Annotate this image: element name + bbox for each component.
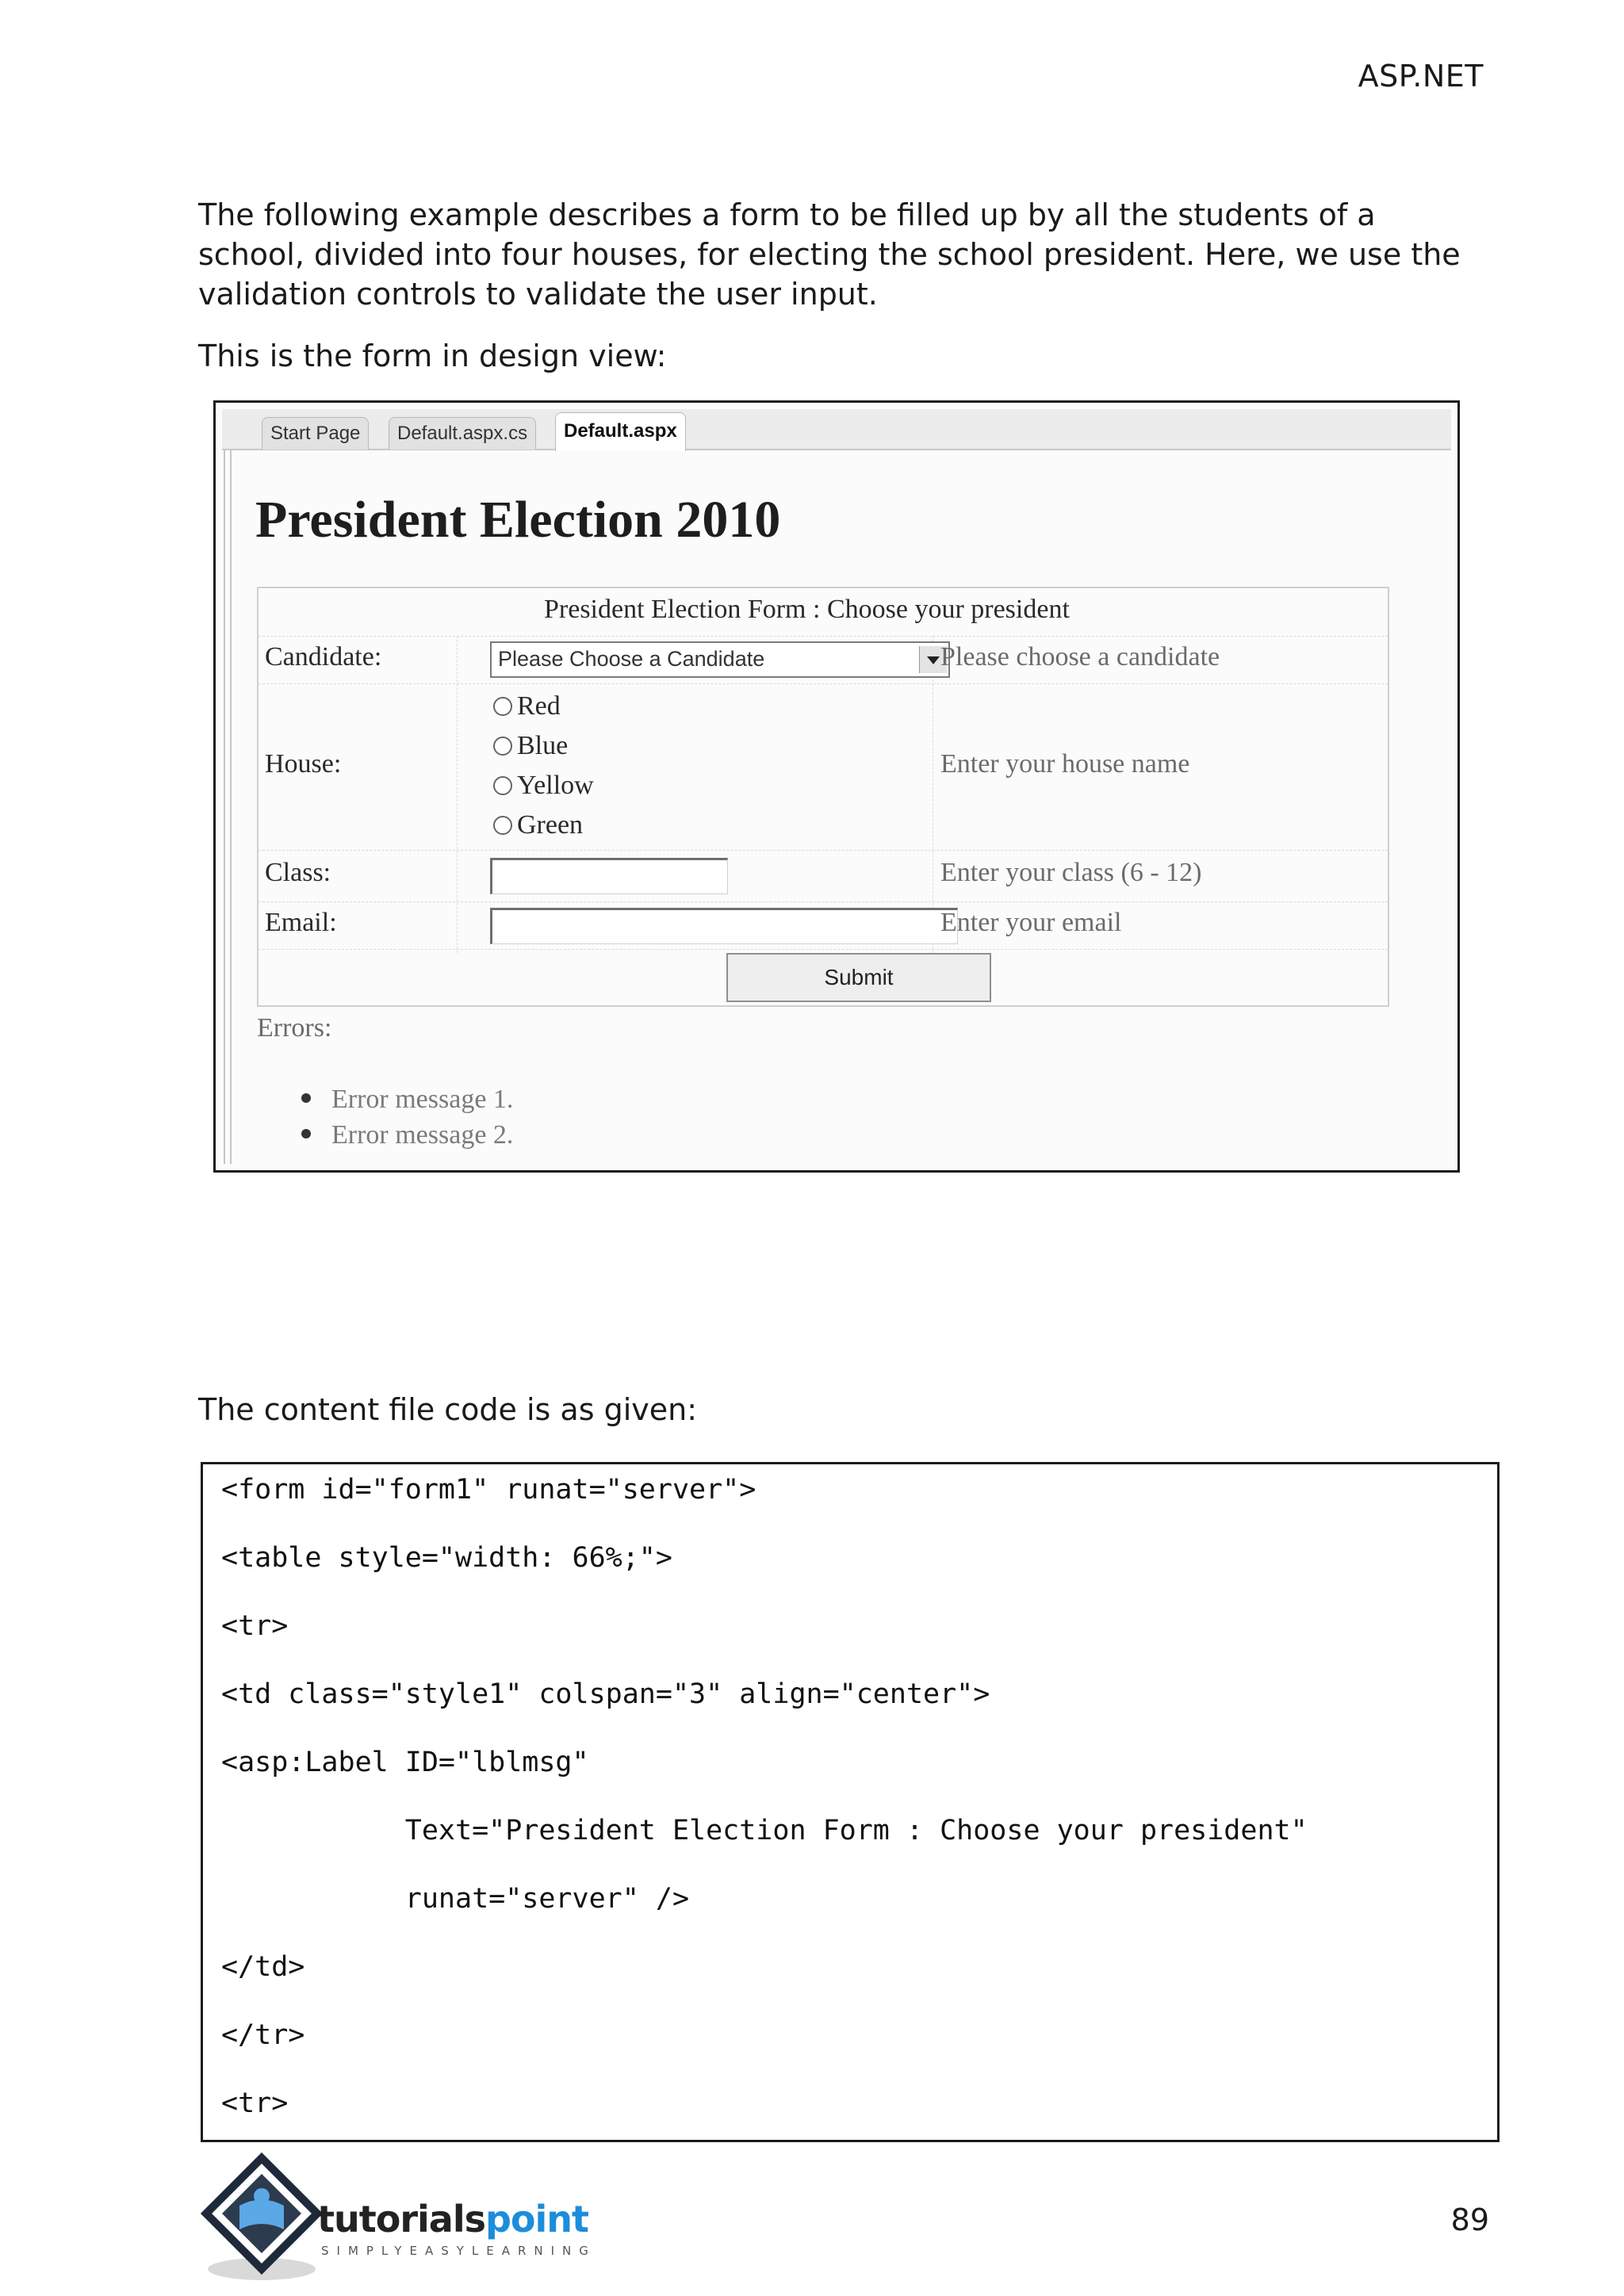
editor-tab-strip: [222, 409, 1451, 450]
submit-button[interactable]: Submit: [726, 953, 991, 1002]
content-file-caption: The content file code is as given:: [198, 1392, 698, 1427]
error-message-1: [301, 1085, 513, 1115]
code-line: runat="server" />: [221, 1883, 690, 1915]
email-label: Email:: [265, 908, 337, 937]
tutorialspoint-logo: [198, 2150, 626, 2285]
code-line: Text="President Election Form : Choose your president": [221, 1815, 1308, 1846]
code-line: <form id="form1" runat="server">: [221, 1474, 756, 1506]
radio-green[interactable]: [493, 810, 583, 840]
radio-icon: [493, 737, 512, 756]
candidate-hint: Please choose a candidate: [940, 642, 1220, 672]
error-message-text: Error message 2.: [331, 1120, 514, 1150]
class-hint: Enter your class (6 - 12): [940, 858, 1202, 887]
error-message-text: Error message 1.: [331, 1085, 514, 1114]
radio-red-label: Red: [517, 691, 561, 721]
class-label: Class:: [265, 858, 331, 887]
page-heading: President Election 2010: [255, 491, 781, 549]
logo-icon: [198, 2150, 325, 2285]
page-number: 89: [1450, 2202, 1489, 2237]
radio-red[interactable]: [493, 691, 561, 721]
radio-yellow-label: Yellow: [517, 771, 594, 800]
tab-start-page[interactable]: Start Page: [262, 417, 369, 450]
form-title: President Election Form : Choose your president: [544, 595, 1070, 624]
radio-icon: [493, 697, 512, 716]
code-listing: [201, 1462, 1500, 2142]
class-input[interactable]: [490, 858, 728, 894]
radio-blue[interactable]: [493, 731, 568, 761]
logo-tagline: SIMPLYEASYLEARNING: [321, 2244, 596, 2258]
designer-border: [224, 450, 232, 1164]
design-view-screenshot: [213, 400, 1460, 1173]
email-input[interactable]: [490, 908, 958, 944]
tab-default-aspx[interactable]: Default.aspx: [555, 412, 686, 451]
radio-yellow[interactable]: [493, 771, 594, 801]
logo-word-1: tutorials: [317, 2198, 485, 2241]
radio-icon: [493, 776, 512, 795]
radio-green-label: Green: [517, 810, 584, 840]
logo-word-2: point: [485, 2198, 589, 2241]
design-view-caption: This is the form in design view:: [198, 339, 667, 373]
house-hint: Enter your house name: [940, 749, 1190, 779]
house-label: House:: [265, 749, 342, 779]
election-form-table: [257, 587, 1389, 1007]
code-line: <tr>: [221, 1610, 289, 1642]
tab-default-aspx-cs[interactable]: Default.aspx.cs: [389, 417, 536, 450]
candidate-dropdown[interactable]: [490, 641, 950, 678]
candidate-label: Candidate:: [265, 642, 382, 672]
errors-label: Errors:: [257, 1013, 332, 1043]
code-line: <td class="style1" colspan="3" align="center">: [221, 1678, 990, 1710]
error-message-2: [301, 1120, 513, 1150]
email-hint: Enter your email: [940, 908, 1122, 937]
code-line: <table style="width: 66%;">: [221, 1542, 672, 1574]
bullet-icon: [301, 1129, 311, 1138]
radio-icon: [493, 816, 512, 835]
code-line: <tr>: [221, 2087, 289, 2119]
code-line: </td>: [221, 1951, 305, 1983]
code-line: </tr>: [221, 2019, 305, 2051]
code-line: <asp:Label ID="lblmsg": [221, 1747, 589, 1778]
running-header: ASP.NET: [1358, 59, 1484, 94]
bullet-icon: [301, 1093, 311, 1103]
logo-wordmark: [317, 2198, 588, 2241]
radio-blue-label: Blue: [517, 731, 569, 760]
intro-paragraph: The following example describes a form to be filled up by all the students of a school, divided into four houses, for electing the school president. Here, we use the validation controls to validate the user input.: [198, 197, 1461, 312]
candidate-dropdown-value: Please Choose a Candidate: [498, 647, 765, 671]
